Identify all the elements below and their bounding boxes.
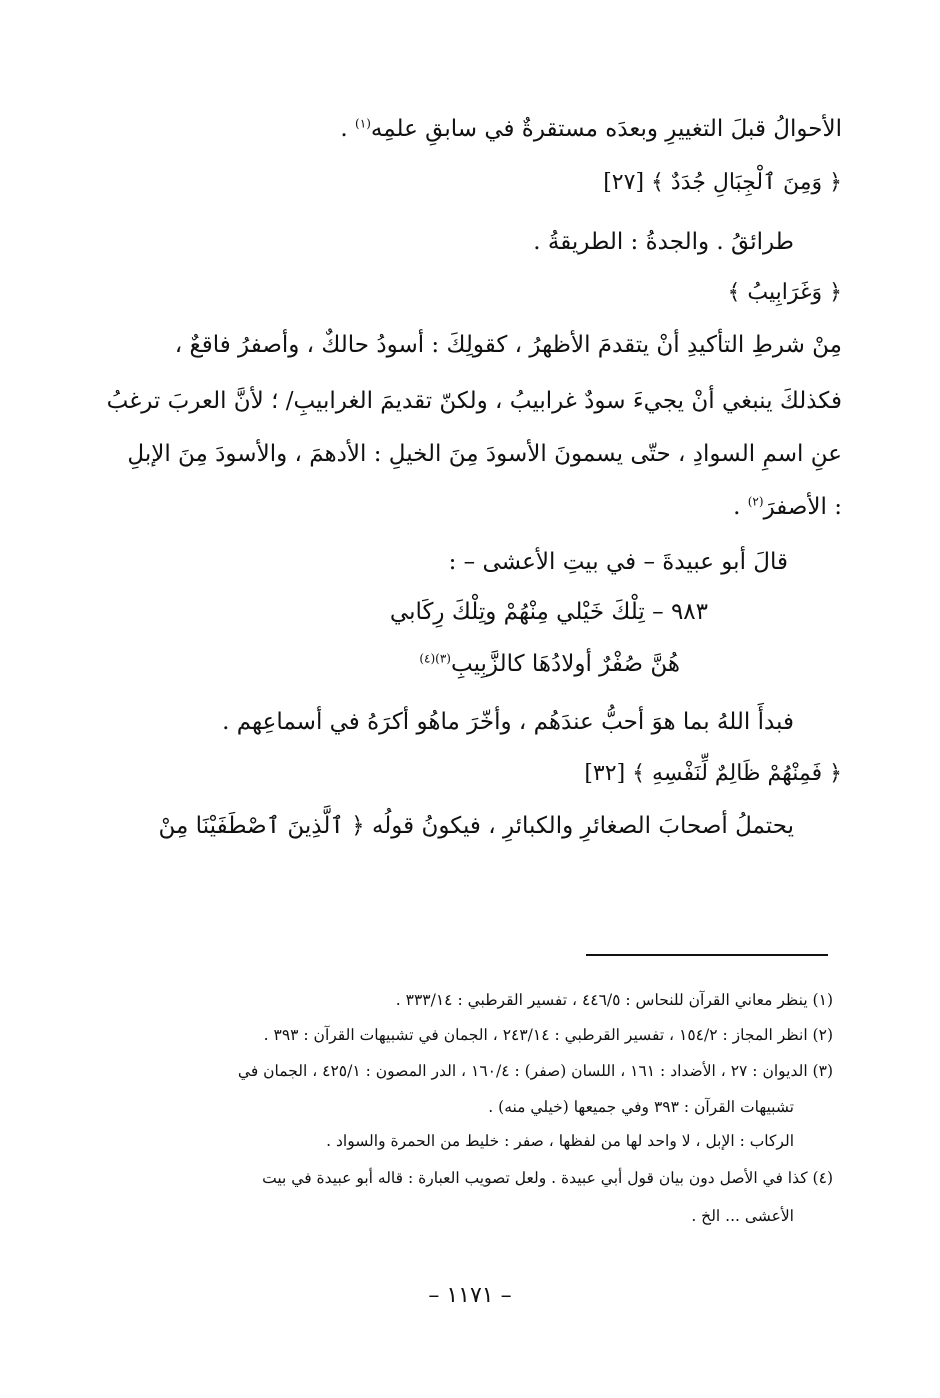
body-line-3: طرائقُ . والجدةُ : الطريقةُ . [533,229,794,255]
footnote-ref-3-4: (٣)(٤) [419,651,451,666]
body-line-1-end: . [340,116,356,142]
body-line-5: مِنْ شرطِ التأكيدِ أنْ يتقدمَ الأظهرُ ، كقولِكَ : أسودُ حالكٌ ، وأصفرُ فاقعٌ ، [174,332,842,358]
footnote-4-line-2: الأعشى ... الخ . [691,1207,794,1225]
body-line-1 [340,112,842,146]
quran-verse-gharabib: ﴿ وَغَرَابِيبُ ﴾ [727,280,842,305]
poem-verse-983-second [419,647,680,681]
body-line-12: فبدأَ اللهُ بما هوَ أحبُّ عندَهُم ، وأخّرَ ماهُو أكرَهُ في أسماعِهم . [222,709,794,735]
body-line-8-text: : الأصفرَ [763,494,842,520]
quran-verse-32: ﴿ فَمِنْهُمْ ظَالِمٌ لِّنَفْسِهِ ﴾ [٣٢] [584,761,842,786]
footnote-3-line-1: (٣) الديوان : ٢٧ ، الأضداد : ١٦١ ، اللسان (صفر) : ١٦٠/٤ ، الدر المصون : ٤٢٥/١ ، الجمان في [237,1062,833,1080]
footnote-3-line-2: تشبيهات القرآن : ٣٩٣ وفي جميعها (خيلي منه) . [488,1098,794,1116]
footnote-2: (٢) انظر المجاز : ١٥٤/٢ ، تفسير القرطبي : ٢٤٣/١٤ ، الجمان في تشبيهات القرآن : ٣٩٣ . [263,1026,833,1044]
body-line-14: يحتملُ أصحابَ الصغائرِ والكبائرِ ، فيكونُ قولُه ﴿ ٱلَّذِينَ ٱصْطَفَيْنَا مِنْ [158,813,794,839]
quran-verse-27: ﴿ وَمِنَ ٱلْجِبَالِ جُدَدٌ ﴾ [٢٧] [603,170,842,195]
body-line-6: فكذلكَ ينبغي أنْ يجيءَ سودٌ غرابيبُ ، ولكنّ تقديمَ الغرابيبِ/ ؛ لأنَّ العربَ ترغبُ [106,388,842,414]
footnote-ref-2: (٢) [747,494,764,509]
page-number: – ١١٧١ – [428,1283,512,1308]
poem-verse-second-text: هُنَّ صُفْرٌ أولادُهَا كالزَّبِيبِ [450,651,680,677]
poem-verse-983-first: ٩٨٣ – تِلْكَ خَيْلي مِنْهُمْ وتِلْكَ رِكَابي [389,599,708,625]
footnote-3-line-3: الركاب : الإبل ، لا واحد لها من لفظها ، صفر : خليط من الحمرة والسواد . [326,1132,794,1150]
footnote-4-line-1: (٤) كذا في الأصل دون بيان قول أبي عبيدة . ولعل تصويب العبارة : قاله أبو عبيدة في بيت [262,1169,833,1187]
body-line-7: عنِ اسمِ السوادِ ، حتّى يسمونَ الأسودَ مِنَ الخيلِ : الأدهمَ ، والأسودَ مِنَ الإبلِ [127,441,842,467]
footnote-separator [586,954,828,956]
footnote-1: (١) ينظر معاني القرآن للنحاس : ٤٤٦/٥ ، تفسير القرطبي : ٣٣٣/١٤ . [395,991,833,1009]
body-line-1-text: الأحوالُ قبلَ التغييرِ وبعدَه مستقرةٌ في سابقِ علمِه [370,116,842,142]
body-line-9: قالَ أبو عبيدةَ – في بيتِ الأعشى – : [448,549,788,575]
body-line-8-end: . [733,494,748,520]
body-line-8 [733,490,842,524]
footnote-ref-1: (١) [355,116,371,131]
